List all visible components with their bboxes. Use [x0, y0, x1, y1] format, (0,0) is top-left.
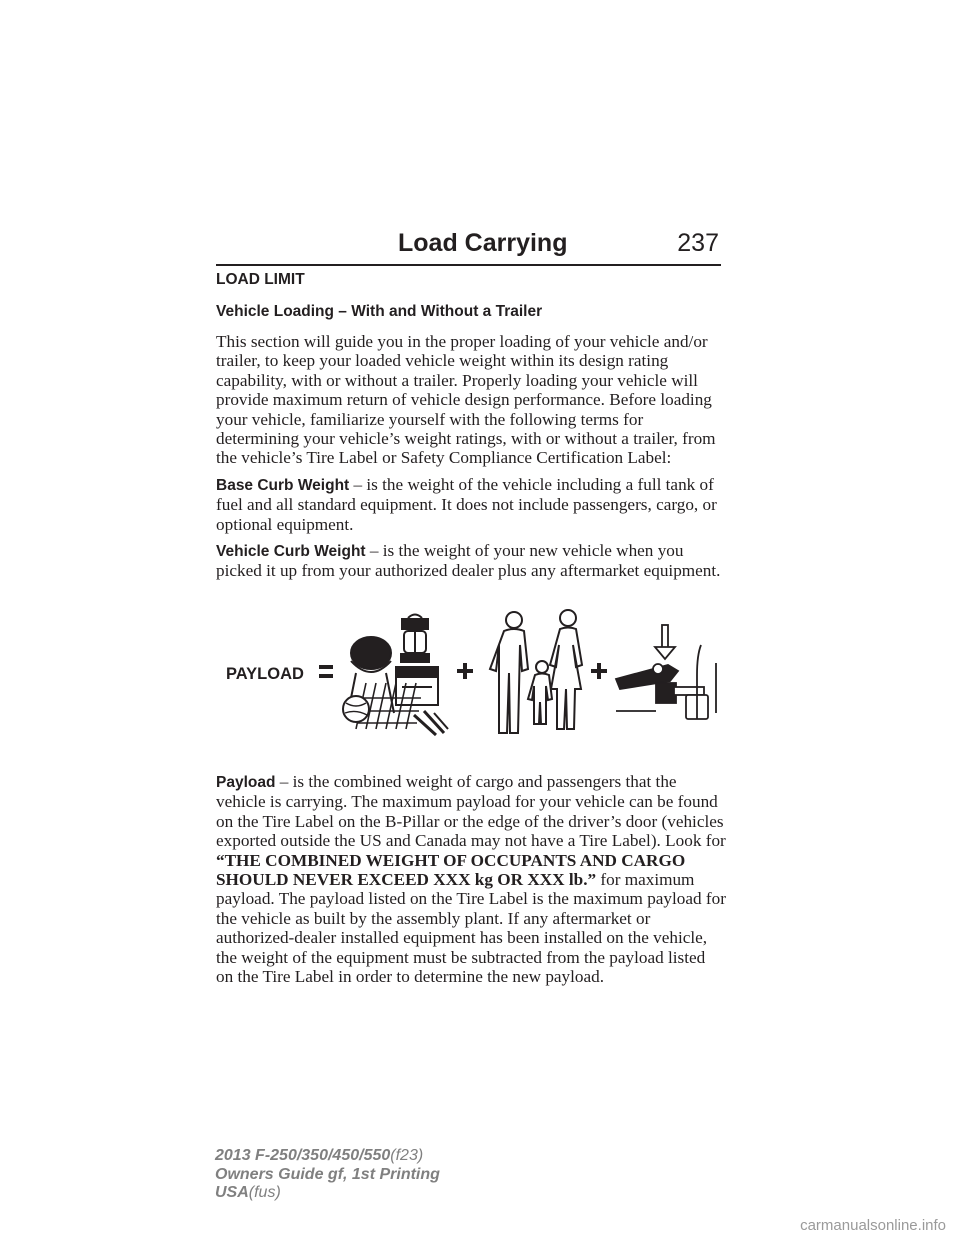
- page-content: [216, 270, 726, 993]
- plus-icon: [457, 663, 473, 679]
- vehicle-curb-weight-text: – is the weight of your new vehicle when you picked it up from your authorized dealer plus any aftermarket equipment.: [216, 541, 721, 581]
- header-title: Load Carrying: [398, 229, 568, 257]
- page-number: 237: [677, 229, 719, 257]
- intro-paragraph: This section will guide you in the proper loading of your vehicle and/or trailer, to keep your loaded vehicle weight within its design rating capability, with or without a trailer. Properly loading your vehicle will provide maximum return of vehicle design performance. Before loading your vehicle, familiarize yourself with the following terms for determining your vehicle’s weight ratings, with or without a trailer, from the vehicle’s Tire Label or Safety Compliance Certification Label:: [216, 332, 716, 468]
- page-footer: [215, 1147, 440, 1203]
- payload-text-part1: – is the combined weight of cargo and passengers that the vehicle is carrying. The maximum payload for your vehicle can be found on the Tire Label on the B-Pillar or the edge of the driver’s door (vehicles exported outside the US and Canada may not have a Tire Label). Look for: [216, 771, 726, 851]
- payload-illustration: [216, 603, 726, 748]
- payload-diagram: [216, 603, 726, 748]
- subsection-title: Vehicle Loading – With and Without a Trailer: [216, 303, 543, 320]
- footer-market-code: (fus): [248, 1184, 281, 1201]
- footer-market: USA: [215, 1184, 249, 1201]
- payload-warning-text: “THE COMBINED WEIGHT OF OCCUPANTS AND CARGO SHOULD NEVER EXCEED XXX kg OR XXX lb.”: [216, 850, 686, 889]
- equals-icon: [319, 665, 333, 678]
- payload-text-part2: for maximum payload. The payload listed on the Tire Label is the maximum payload for the vehicle as built by the assembly plant. If any aftermarket or authorized-dealer installed equipment has been installed on the vehicle, the weight of the equipment must be subtracted from the payload listed on the Tire Label in order to determine the new payload.: [216, 869, 726, 986]
- section-title: LOAD LIMIT: [216, 271, 305, 288]
- watermark: carmanualsonline.info: [800, 1217, 946, 1234]
- page-header: [216, 228, 721, 266]
- footer-model-code: (f23): [390, 1147, 424, 1164]
- footer-line-2: Owners Guide gf, 1st Printing: [215, 1165, 440, 1183]
- base-curb-weight-text: – is the weight of the vehicle including a full tank of fuel and all standard equipment. It does not include passengers, cargo, or optional equipment.: [216, 474, 717, 534]
- payload-definition: [216, 772, 726, 986]
- footer-line-3: [215, 1184, 440, 1203]
- vehicle-curb-weight-term: Vehicle Curb Weight: [216, 543, 366, 561]
- footer-line-1: [215, 1147, 440, 1166]
- plus-icon: [591, 663, 607, 679]
- base-curb-weight-definition: [216, 475, 726, 534]
- footer-model: 2013 F-250/350/450/550: [215, 1147, 391, 1164]
- payload-term: Payload: [216, 773, 276, 791]
- base-curb-weight-term: Base Curb Weight: [216, 476, 350, 494]
- passengers-icon: [490, 610, 582, 733]
- payload-figure-label: PAYLOAD: [226, 664, 304, 683]
- trailer-hitch-icon: [616, 625, 716, 719]
- vehicle-curb-weight-definition: [216, 541, 726, 581]
- cargo-icon: [343, 614, 448, 735]
